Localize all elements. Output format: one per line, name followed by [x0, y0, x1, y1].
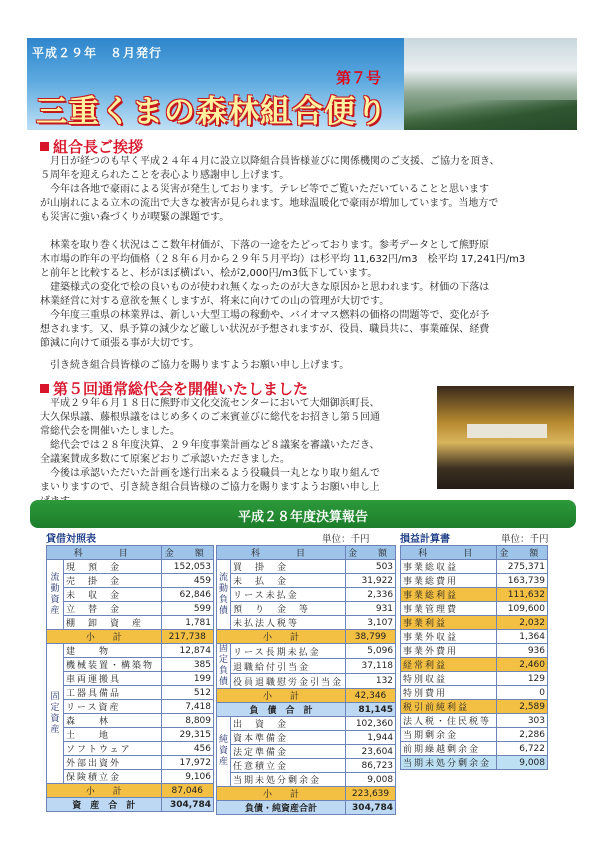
- heading-square-icon: [40, 384, 49, 393]
- current-liability-item: リース未払金: [231, 588, 346, 602]
- pl-row: [401, 644, 548, 658]
- fixed-asset-amount: 29,315: [161, 728, 213, 742]
- fixed-liability-amount: 37,118: [346, 659, 396, 674]
- equity-item: 法定準備金: [231, 745, 346, 759]
- greeting-line: 想されます。又、県予算の減少など厳しい状況が予想されますが、役員、職員共に、事業確保、経費: [40, 324, 490, 335]
- table-row: [47, 602, 214, 616]
- fixed-asset-item: 機械装置・構築物: [64, 658, 162, 672]
- pl-caption: 損益計算書: [400, 534, 450, 545]
- table-row: [217, 602, 396, 616]
- pl-amount: 2,460: [496, 658, 547, 672]
- liability-equity-total: [217, 801, 396, 815]
- pl-amount: 129: [496, 672, 547, 686]
- pl-amount: 275,371: [496, 560, 547, 574]
- table-row: [47, 686, 214, 700]
- table-row: [47, 560, 214, 574]
- fixed-asset-amount: 8,809: [161, 714, 213, 728]
- pl-item: 事業管理費: [401, 602, 497, 616]
- pl-row: [401, 700, 548, 714]
- heading-square-icon: [40, 142, 49, 151]
- current-liability-amount: 503: [346, 560, 396, 574]
- assets-table: [46, 545, 214, 812]
- current-asset-item: 売 掛 金: [64, 574, 162, 588]
- pl-row: [401, 588, 548, 602]
- current-asset-item: 立 替 金: [64, 602, 162, 616]
- fixed-asset-item: ソフトウェア: [64, 742, 162, 756]
- table-row: [217, 717, 396, 731]
- pl-item: 税引前純利益: [401, 700, 497, 714]
- table-header-row: [217, 546, 396, 560]
- balance-unit: 単位：千円: [322, 534, 370, 545]
- pl-item: 特別収益: [401, 672, 497, 686]
- pl-amount: 2,589: [496, 700, 547, 714]
- pl-amount: 163,739: [496, 574, 547, 588]
- pl-item: 特別費用: [401, 686, 497, 700]
- table-row: [47, 728, 214, 742]
- meeting-heading: [40, 378, 308, 399]
- meeting-line: 総代会では２８年度決算、２９年度事業計画など８議案を審議いただき、: [40, 440, 380, 451]
- current-asset-section-label: 流動資産: [47, 560, 64, 630]
- fixed-liability-item: 退職給付引当金: [231, 659, 346, 674]
- pl-item: 当期未処分剰余金: [401, 756, 497, 770]
- current-liability-amount: 3,107: [346, 616, 396, 630]
- current-asset-amount: 152,053: [161, 560, 213, 574]
- table-row: [47, 756, 214, 770]
- fixed-liability-section-label: 固定負債: [217, 644, 231, 689]
- greeting-heading: [40, 136, 143, 157]
- current-liability-item: 預 り 金 等: [231, 602, 346, 616]
- equity-amount: 1,944: [346, 731, 396, 745]
- meeting-heading-text: 第５回通常総代会を開催いたしました: [53, 380, 309, 398]
- equity-amount: 102,360: [346, 717, 396, 731]
- current-asset-amount: 599: [161, 602, 213, 616]
- table-row: [47, 714, 214, 728]
- pl-amount: 2,032: [496, 616, 547, 630]
- meeting-photo: [437, 386, 574, 489]
- table-header-row: [401, 546, 548, 560]
- current-asset-amount: 459: [161, 574, 213, 588]
- fixed-asset-amount: 9,106: [161, 770, 213, 784]
- pl-unit: 単位：千円: [501, 534, 549, 545]
- pl-amount: 936: [496, 644, 547, 658]
- greeting-heading-text: 組合長ご挨拶: [53, 138, 144, 156]
- fixed-asset-amount: 512: [161, 686, 213, 700]
- fixed-asset-item: 森 林: [64, 714, 162, 728]
- current-asset-item: 棚 卸 資 産: [64, 616, 162, 630]
- greeting-line: も災害に強い森づくりが喫緊の課題です。: [40, 212, 230, 223]
- asset-total-label: 資 産 合 計: [47, 798, 162, 812]
- equity-amount: 86,723: [346, 759, 396, 773]
- fixed-asset-amount: 7,418: [161, 700, 213, 714]
- table-row: [217, 659, 396, 674]
- current-liability-amount: 931: [346, 602, 396, 616]
- equity-subtotal-amount: 223,639: [346, 787, 396, 801]
- pl-item: 事業総収益: [401, 560, 497, 574]
- fixed-asset-subtotal-label: 小 計: [47, 784, 162, 798]
- meeting-line: 常総代会を開催いたしました。: [40, 426, 180, 437]
- balance-sheet-caption: 貸借対照表: [46, 534, 96, 545]
- equity-amount: 9,008: [346, 773, 396, 787]
- fixed-asset-amount: 456: [161, 742, 213, 756]
- equity-amount: 23,604: [346, 745, 396, 759]
- pl-row: [401, 756, 548, 770]
- amount-header: 金 額: [161, 546, 213, 560]
- table-row: [217, 616, 396, 630]
- fixed-asset-item: 外部出資外: [64, 756, 162, 770]
- fixed-asset-item: 土 地: [64, 728, 162, 742]
- current-liability-item: 未 払 金: [231, 574, 346, 588]
- equity-section-label: 純資産: [217, 717, 231, 787]
- fixed-asset-amount: 385: [161, 658, 213, 672]
- report-title: 平成２８年度決算報告: [237, 510, 368, 525]
- fixed-liability-subtotal-amount: 42,346: [346, 689, 396, 703]
- pl-amount: 0: [496, 686, 547, 700]
- table-row: [47, 616, 214, 630]
- fixed-liability-subtotal: [217, 689, 396, 703]
- greeting-line: ５周年を迎えられたことを表心より感謝申し上げます。: [40, 170, 290, 181]
- fixed-asset-amount: 17,972: [161, 756, 213, 770]
- table-header-row: [47, 546, 214, 560]
- fixed-asset-subtotal-amount: 87,046: [161, 784, 213, 798]
- equity-subtotal-label: 小 計: [217, 787, 346, 801]
- fixed-asset-subtotal: [47, 784, 214, 798]
- fixed-liability-item: 役員退職慰労金引当金: [231, 674, 346, 689]
- item-header: 科 目: [47, 546, 162, 560]
- table-row: [217, 773, 396, 787]
- issue-number: 第７号: [336, 69, 382, 87]
- greeting-line: 木市場の昨年の平均価格（２８年６月から２９年５月平均）は杉平均 11,632円/m3 桧平均 17,241円/m3: [40, 254, 526, 265]
- meeting-line: 平成２９年６月１８日に熊野市文化交流センターにおいて大畑御浜町長、: [40, 398, 380, 409]
- pl-item: 事業外収益: [401, 630, 497, 644]
- fixed-asset-item: 工器具備品: [64, 686, 162, 700]
- table-row: [47, 588, 214, 602]
- pl-amount: 111,632: [496, 588, 547, 602]
- fixed-asset-item: 保険積立金: [64, 770, 162, 784]
- item-header: 科 目: [401, 546, 497, 560]
- table-row: [217, 574, 396, 588]
- pl-row: [401, 560, 548, 574]
- table-row: [47, 770, 214, 784]
- pl-amount: 109,600: [496, 602, 547, 616]
- greeting-line: 今年度三重県の林業界は、新しい大型工場の稼動や、バイオマス燃料の価格の問題等で、変化が予: [40, 310, 490, 321]
- pl-item: 当期剰余金: [401, 728, 497, 742]
- pl-row: [401, 574, 548, 588]
- liability-equity-total-label: 負債・純資産合計: [217, 801, 346, 815]
- current-liability-subtotal-amount: 38,799: [346, 630, 396, 644]
- greeting-line: 林業を取り巻く状況はここ数年材価が、下落の一途をたどっております。参考データとして熊野原: [40, 240, 489, 251]
- report-banner: [30, 500, 576, 528]
- current-liability-item: 未払法人税等: [231, 616, 346, 630]
- pl-item: 経常利益: [401, 658, 497, 672]
- table-row: [47, 742, 214, 756]
- fixed-asset-item: 建 物: [64, 644, 162, 658]
- table-row: [217, 560, 396, 574]
- fixed-liability-amount: 5,096: [346, 644, 396, 659]
- fixed-asset-section-label: 固定資産: [47, 644, 64, 784]
- table-row: [47, 672, 214, 686]
- meeting-line: 大久保県議、藤根県議をはじめ多くのご来賓並びに総代をお招きし第５回通: [40, 412, 380, 423]
- current-asset-subtotal-amount: 217,738: [161, 630, 213, 644]
- pl-amount: 1,364: [496, 630, 547, 644]
- liability-equity-total-amount: 304,784: [346, 801, 396, 815]
- meeting-line: 今後は承認いただいた計画を遂行出来るよう役職員一丸となり取り組んで: [40, 468, 380, 479]
- pl-row: [401, 714, 548, 728]
- meeting-line: 全議案賛成多数にて原案どおりご承認いただきました。: [40, 454, 290, 465]
- pl-item: 前期繰越剰余金: [401, 742, 497, 756]
- table-row: [217, 644, 396, 659]
- greeting-line: 林業経営に対する意欲を無くしますが、将来に向けての山の管理が大切です。: [40, 296, 390, 307]
- liability-total: [217, 703, 396, 717]
- pl-item: 事業総利益: [401, 588, 497, 602]
- liability-total-amount: 81,145: [346, 703, 396, 717]
- greeting-line: 節減に向けて頑張る事が大切です。: [40, 338, 200, 349]
- amount-header: 金 額: [496, 546, 547, 560]
- current-asset-amount: 1,781: [161, 616, 213, 630]
- greeting-line: 引き続き組合員皆様のご協力を賜りますようお願い申し上げます。: [40, 360, 350, 371]
- pl-row: [401, 616, 548, 630]
- pl-item: 事業外費用: [401, 644, 497, 658]
- pl-row: [401, 686, 548, 700]
- fixed-asset-amount: 199: [161, 672, 213, 686]
- greeting-line: が山崩れによる立木の流出で大きな被害が見られます。地球温暖化で豪雨が増加しています。当地方で: [40, 198, 499, 209]
- table-row: [47, 658, 214, 672]
- mountain-photo: [404, 38, 577, 130]
- table-row: [217, 674, 396, 689]
- item-header: 科 目: [217, 546, 346, 560]
- greeting-line: 月日が経つのも早く平成２４年４月に設立以降組合員皆様並びに関係機関のご支援、ご協力を頂き、: [40, 156, 500, 167]
- fixed-liability-subtotal-label: 小 計: [217, 689, 346, 703]
- greeting-line: 建築様式の変化で桧の良いものが使われ無くなったのが大きな原因かと思われます。材価の下落は: [40, 282, 490, 293]
- pl-amount: 9,008: [496, 756, 547, 770]
- table-row: [217, 588, 396, 602]
- equity-item: 任意積立金: [231, 759, 346, 773]
- pl-amount: 2,286: [496, 728, 547, 742]
- current-liability-subtotal: [217, 630, 396, 644]
- current-liability-section-label: 流動負債: [217, 560, 231, 630]
- income-statement-table: [400, 545, 548, 770]
- newsletter-title: 三重くまの森林組合便り: [36, 94, 388, 130]
- current-asset-item: 現 預 金: [64, 560, 162, 574]
- current-asset-item: 未 収 金: [64, 588, 162, 602]
- equity-item: 当期未処分剰余金: [231, 773, 346, 787]
- pl-row: [401, 602, 548, 616]
- current-asset-subtotal-label: 小 計: [47, 630, 162, 644]
- table-row: [47, 644, 214, 658]
- current-asset-amount: 62,846: [161, 588, 213, 602]
- fixed-liability-amount: 132: [346, 674, 396, 689]
- liabilities-table: [216, 545, 396, 815]
- fixed-asset-item: リース資産: [64, 700, 162, 714]
- pl-amount: 6,722: [496, 742, 547, 756]
- issue-date: 平成２９年 ８月発行: [32, 46, 163, 60]
- table-row: [47, 700, 214, 714]
- greeting-line: と前年と比較すると、杉がほぼ横ばい、桧が2,000円/m3低下しています。: [40, 268, 378, 279]
- pl-row: [401, 742, 548, 756]
- equity-subtotal: [217, 787, 396, 801]
- liability-total-label: 負 債 合 計: [217, 703, 346, 717]
- fixed-liability-item: リース長期未払金: [231, 644, 346, 659]
- current-liability-item: 買 掛 金: [231, 560, 346, 574]
- pl-amount: 303: [496, 714, 547, 728]
- pl-item: 事業総費用: [401, 574, 497, 588]
- table-row: [47, 574, 214, 588]
- asset-total: [47, 798, 214, 812]
- pl-item: 事業利益: [401, 616, 497, 630]
- pl-item: 法人税・住民税等: [401, 714, 497, 728]
- table-row: [217, 745, 396, 759]
- pl-row: [401, 728, 548, 742]
- pl-row: [401, 630, 548, 644]
- equity-item: 資本準備金: [231, 731, 346, 745]
- current-liability-amount: 31,922: [346, 574, 396, 588]
- table-row: [217, 731, 396, 745]
- greeting-line: 今年は各地で豪雨による災害が発生しております。テレビ等でご覧いただいていることと思います: [40, 184, 489, 195]
- table-row: [217, 759, 396, 773]
- current-liability-subtotal-label: 小 計: [217, 630, 346, 644]
- fixed-asset-item: 車両運搬具: [64, 672, 162, 686]
- fixed-asset-amount: 12,874: [161, 644, 213, 658]
- amount-header: 金 額: [346, 546, 396, 560]
- asset-total-amount: 304,784: [161, 798, 213, 812]
- pl-row: [401, 658, 548, 672]
- pl-row: [401, 672, 548, 686]
- equity-item: 出 資 金: [231, 717, 346, 731]
- current-asset-subtotal: [47, 630, 214, 644]
- current-liability-amount: 2,336: [346, 588, 396, 602]
- meeting-line: まいりますので、引き続き組合員皆様のご協力を賜りますようお願い申し上: [40, 482, 380, 493]
